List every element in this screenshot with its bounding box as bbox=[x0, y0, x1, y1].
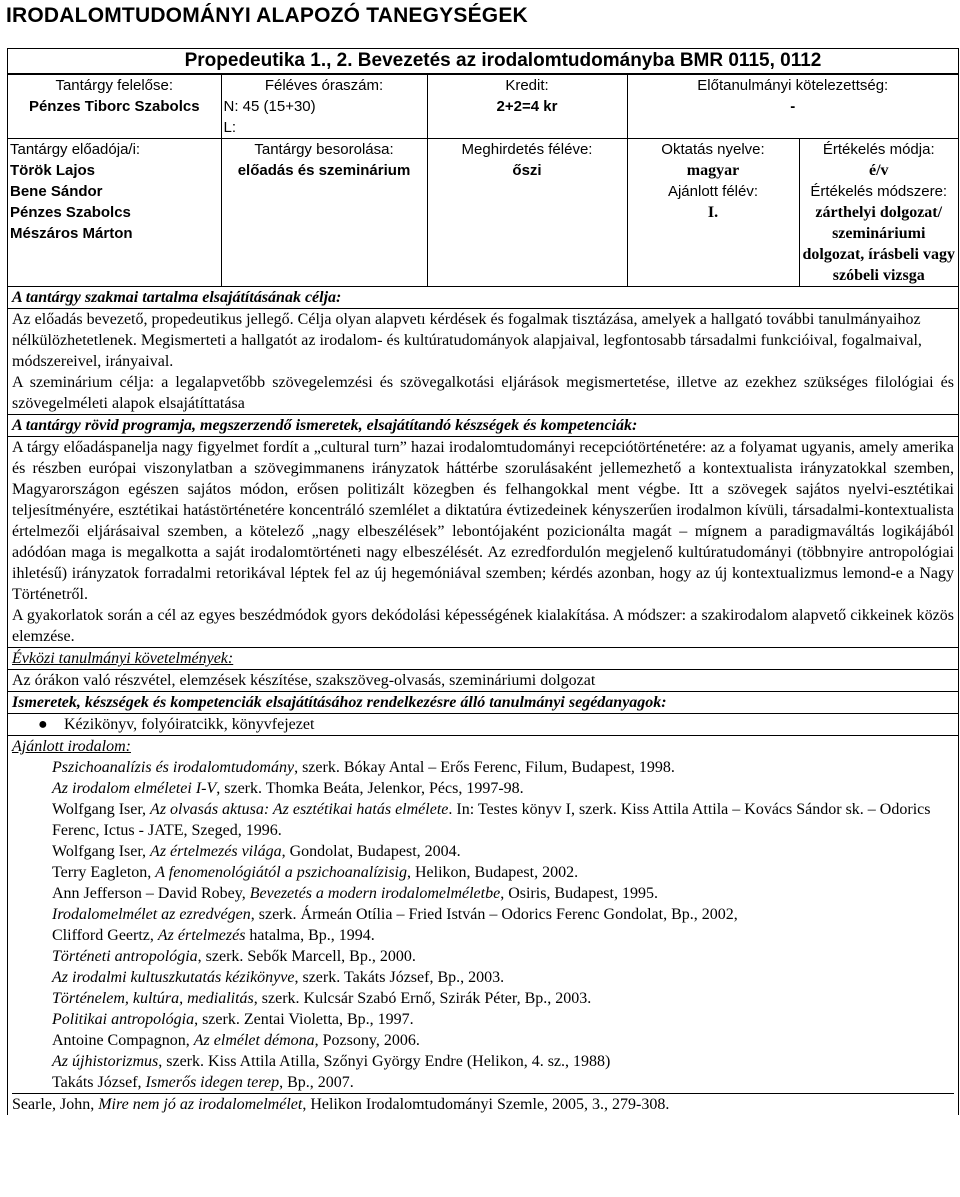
literature-details: , szerk. Takáts József, Bp., 2003. bbox=[294, 969, 505, 986]
goal-paragraph: A szeminárium célja: a legalapvetőbb szövegelemzési és szövegalkotási eljárások megismertetése, illetve az ezekhez szükséges filológiai és szövegelméleti alapok elsajátíttatása bbox=[12, 374, 954, 412]
literature-heading: Ajánlott irodalom: bbox=[8, 735, 958, 757]
materials-heading: Ismeretek, készségek és kompetenciák elsajátításához rendelkezésre álló tanulmányi segédanyagok: bbox=[8, 691, 958, 714]
rec-semester-label: Ajánlott félév: bbox=[667, 183, 759, 200]
info-row-1 bbox=[8, 75, 958, 139]
literature-title: Ismerős idegen terep bbox=[145, 1074, 280, 1091]
literature-item bbox=[12, 883, 954, 904]
literature-title: A fenomenológiától a pszichoanalízisig bbox=[155, 864, 407, 881]
literature-author: Terry Eagleton, bbox=[52, 864, 156, 881]
literature-item bbox=[12, 1051, 954, 1072]
literature-item bbox=[12, 778, 954, 799]
literature-details: , szerk. Sebők Marcell, Bp., 2000. bbox=[197, 948, 416, 965]
literature-details: , szerk. Kulcsár Szabó Ernő, Szirák Péter, Bp., 2003. bbox=[253, 990, 592, 1007]
literature-author: Clifford Geertz, bbox=[52, 927, 158, 944]
literature-item bbox=[12, 757, 954, 778]
literature-item bbox=[12, 904, 954, 925]
literature-author: Wolfgang Iser, bbox=[52, 843, 151, 860]
rec-semester-value: I. bbox=[707, 204, 719, 221]
program-heading: A tantárgy rövid programja, megszerzendő ismeretek, elsajátítandó készségek és kompetenciák: bbox=[8, 414, 958, 437]
literature-title: Az irodalmi kultuszkutatás kézikönyve bbox=[52, 969, 295, 986]
literature-title: Az értelmezés bbox=[157, 927, 246, 944]
requirements-heading: Évközi tanulmányi követelmények: bbox=[8, 647, 958, 669]
semester-cell bbox=[427, 139, 627, 287]
materials-item bbox=[8, 714, 958, 735]
materials-item-text: Kézikönyv, folyóiratcikk, könyvfejezet bbox=[64, 716, 315, 733]
literature-details: , szerk. Ármeán Otília – Fried István – Odorics Ferenc Gondolat, Bp., 2002, bbox=[250, 906, 738, 923]
literature-details: , szerk. Thomka Beáta, Jelenkor, Pécs, 1997-98. bbox=[216, 780, 524, 797]
literature-details: , Helikon Irodalomtudományi Szemle, 2005, 3., 279-308. bbox=[302, 1096, 670, 1113]
responsible-label: Tantárgy felelőse: bbox=[55, 77, 174, 94]
lecturer-name: Török Lajos bbox=[10, 162, 96, 179]
prereq-value: - bbox=[790, 98, 796, 115]
credit-value: 2+2=4 kr bbox=[496, 98, 558, 115]
lecturer-name: Mészáros Márton bbox=[10, 225, 133, 242]
hours-l: L: bbox=[223, 119, 237, 136]
literature-details: , szerk. Kiss Attila Atilla, Szőnyi György Endre (Helikon, 4. sz., 1988) bbox=[158, 1053, 611, 1070]
program-paragraph: A gyakorlatok során a cél az egyes beszédmódok gyors dekódolási képességének kialakítása. A módszer: a szakirodalom alapvető cikkeinek közös elemzése. bbox=[12, 607, 954, 645]
literature-details: , Bp., 2007. bbox=[279, 1074, 354, 1091]
literature-title: Az irodalom elméletei I-V bbox=[52, 780, 217, 797]
responsible-value: Pénzes Tiborc Szabolcs bbox=[28, 98, 200, 115]
literature-item bbox=[12, 967, 954, 988]
lecturers-label: Tantárgy előadója/i: bbox=[10, 141, 141, 158]
requirements-text: Az órákon való részvétel, elemzések készítése, szakszöveg-olvasás, szemináriumi dolgozat bbox=[8, 669, 958, 691]
literature-details: hatalma, Bp., 1994. bbox=[245, 927, 375, 944]
literature-author: Antoine Compagnon, bbox=[52, 1032, 194, 1049]
literature-title: Az értelmezés világa bbox=[150, 843, 282, 860]
literature-title: Mire nem jó az irodalomelmélet bbox=[98, 1096, 303, 1113]
literature-item bbox=[12, 988, 954, 1009]
hours-n: N: 45 (15+30) bbox=[223, 98, 316, 115]
literature-item bbox=[12, 1093, 954, 1115]
literature-item bbox=[12, 799, 954, 841]
classification-value: előadás és szeminárium bbox=[237, 162, 411, 179]
course-info-table bbox=[8, 74, 958, 287]
literature-title: Történeti antropológia bbox=[52, 948, 198, 965]
page-title: IRODALOMTUDOMÁNYI ALAPOZÓ TANEGYSÉGEK bbox=[6, 4, 528, 27]
credit-cell bbox=[427, 75, 627, 139]
language-value: magyar bbox=[686, 162, 740, 179]
language-label: Oktatás nyelve: bbox=[661, 141, 765, 158]
program-paragraph: A tárgy előadáspanelja nagy figyelmet fordít a „cultural turn” hazai irodalomtudományi recepciótörténetére: az a folyamat ugyanis, amely amerika és részben európai viszonylatban a szövegimmanens irányzatok háttérbe szorulásaként jellemezhető a kontextualista irányzatokkal szemben, Magyarországon egészen sajátos módon, erősen politizált közegben és felhangokkal ment végbe. Itt a szövegek sajátos nyelvi-esztétikai teljesítményére, esztétikai hatástörténetére koncentráló szemlélet a diktatúra évtizedeinek kényszerűen irodalmon kívüli, társadalmi-kontextualista értelmezői eljárásaival szemben, a kötelező „nagy elbeszélések” lebontójaként pozicionálta magát – mígnem a paradigmaváltás logikájából adódóan maga is megalkotta a saját irodalomtörténeti nagy elbeszélését. Az ezredfordulón megjelenő kultúratudományi (többnyire antropológiai ihletésű) irányzatok forradalmi retorikával léptek fel az új hegemóniával szemben; kérdés azonban, hogy az új kontextualizmus lemond-e a Nagy Történetről. bbox=[12, 439, 954, 603]
literature-title: Bevezetés a modern irodalomelméletbe bbox=[249, 885, 501, 902]
literature-item bbox=[12, 925, 954, 946]
literature-author: Ann Jefferson – David Robey, bbox=[52, 885, 250, 902]
literature-list bbox=[8, 757, 958, 1115]
literature-details: , Gondolat, Budapest, 2004. bbox=[281, 843, 461, 860]
lecturer-name: Pénzes Szabolcs bbox=[10, 204, 131, 221]
literature-title: Történelem, kultúra, medialitás bbox=[52, 990, 254, 1007]
literature-item bbox=[12, 1072, 954, 1093]
goal-paragraph: Az előadás bevezető, propedeutikus jellegő. Célja olyan alapvetı kérdések és fogalmak tisztázása, amelyek a hallgató további tanulmányaihoz nélkülözhetetlenek. Megismerteti a hallgatót az irodalom- és kultúratudományok alapjaival, legfontosabb társadalmi funkcióival, fogalmaival, módszereivel, irányaival. bbox=[12, 311, 922, 370]
course-sheet bbox=[7, 48, 959, 1115]
evaluation-method-value: zárthelyi dolgozat/ szemináriumi dolgozat, írásbeli vagy szóbeli vizsga bbox=[802, 204, 955, 284]
literature-item bbox=[12, 841, 954, 862]
evaluation-method-label: Értékelés módszere: bbox=[810, 183, 948, 200]
literature-item bbox=[12, 1030, 954, 1051]
literature-details: , szerk. Bókay Antal – Erős Ferenc, Filum, Budapest, 1998. bbox=[294, 759, 675, 776]
literature-details: , szerk. Zentai Violetta, Bp., 1997. bbox=[194, 1011, 414, 1028]
credit-label: Kredit: bbox=[505, 77, 549, 94]
literature-title: Az olvasás aktusa: Az esztétikai hatás elmélete bbox=[150, 801, 449, 818]
goal-heading: A tantárgy szakmai tartalma elsajátításának célja: bbox=[8, 287, 958, 309]
literature-details: . In: Testes könyv I, szerk. Kiss Attila Attila – Kovács Sándor sk. – Odorics Ferenc, Ictus - JATE, Szeged, 1996. bbox=[52, 801, 931, 839]
lecturers-cell bbox=[8, 139, 221, 287]
language-cell bbox=[627, 139, 799, 287]
literature-details: , Osiris, Budapest, 1995. bbox=[500, 885, 658, 902]
responsible-cell bbox=[8, 75, 221, 139]
literature-title: Az elmélet démona bbox=[193, 1032, 315, 1049]
semester-value: őszi bbox=[512, 162, 542, 179]
hours-label: Féléves óraszám: bbox=[264, 77, 384, 94]
literature-author: Wolfgang Iser, bbox=[52, 801, 151, 818]
literature-title: Az újhistorizmus bbox=[52, 1053, 159, 1070]
literature-author: Takáts József, bbox=[52, 1074, 146, 1091]
classification-label: Tantárgy besorolása: bbox=[254, 141, 394, 158]
literature-item bbox=[12, 862, 954, 883]
evaluation-cell bbox=[799, 139, 958, 287]
bullet-icon: ● bbox=[38, 716, 48, 733]
literature-author: Searle, John, bbox=[12, 1096, 99, 1113]
info-row-2 bbox=[8, 139, 958, 287]
course-title: Propedeutika 1., 2. Bevezetés az irodalomtudományba BMR 0115, 0112 bbox=[8, 49, 958, 74]
literature-details: , Helikon, Budapest, 2002. bbox=[406, 864, 579, 881]
classification-cell bbox=[221, 139, 427, 287]
goal-section bbox=[8, 309, 958, 414]
prereq-label: Előtanulmányi kötelezettség: bbox=[697, 77, 889, 94]
semester-label: Meghirdetés féléve: bbox=[461, 141, 593, 158]
literature-title: Irodalomelmélet az ezredvégen bbox=[52, 906, 251, 923]
evaluation-value: é/v bbox=[868, 162, 889, 179]
literature-details: , Pozsony, 2006. bbox=[314, 1032, 420, 1049]
evaluation-label: Értékelés módja: bbox=[822, 141, 935, 158]
literature-item bbox=[12, 1009, 954, 1030]
prereq-cell bbox=[627, 75, 958, 139]
literature-title: Pszichoanalízis és irodalomtudomány bbox=[52, 759, 295, 776]
literature-item bbox=[12, 946, 954, 967]
literature-title: Politikai antropológia bbox=[52, 1011, 195, 1028]
lecturer-name: Bene Sándor bbox=[10, 183, 103, 200]
program-section bbox=[8, 437, 958, 647]
hours-cell bbox=[221, 75, 427, 139]
